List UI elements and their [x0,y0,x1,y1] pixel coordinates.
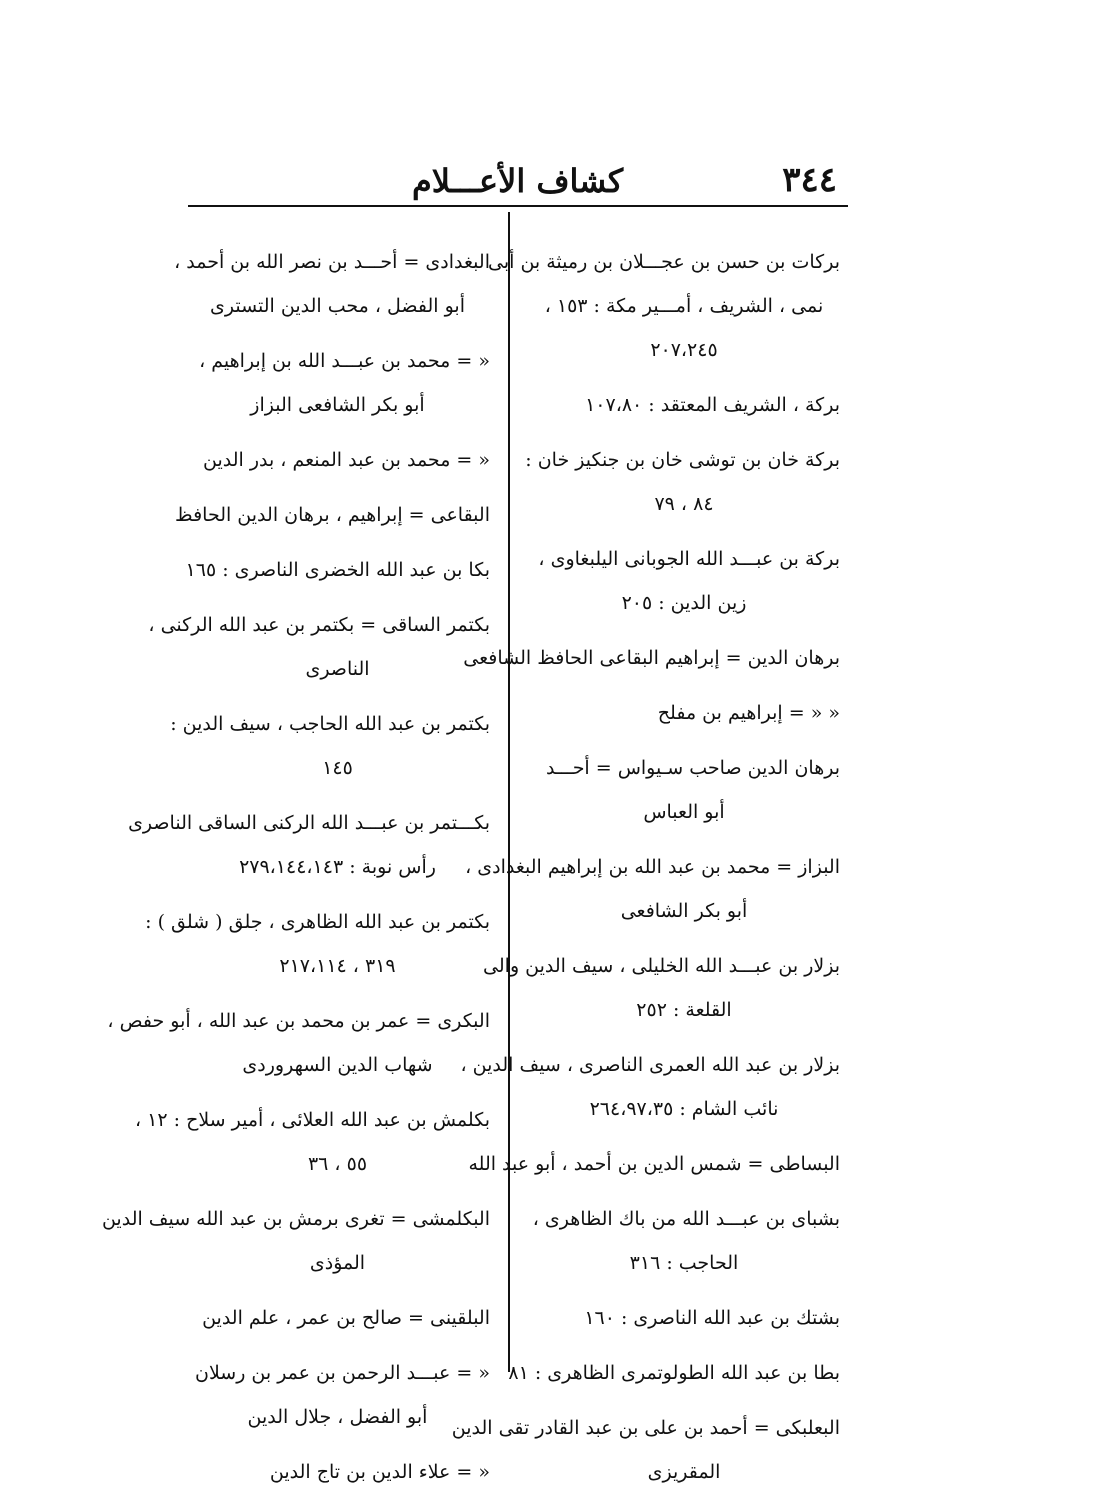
index-entry [185,1296,490,1340]
entry-continuation-line: نمى ، الشريف ، أمـــير مكة : ١٥٣ ، [544,295,824,317]
entry-heading-line: بزلار بن عبد الله العمرى الناصرى ، سيف الدين ، [460,1054,840,1076]
index-entry [148,603,490,691]
entry-heading-line: بكا بن عبد الله الخضرى الناصرى : ١٦٥ [185,559,490,581]
entry-heading-line: « = محمد بن عبـــد الله بن إبراهيم ، [199,350,490,372]
entry-heading-line: بركة ، الشريف المعتقد : ١٠٧،٨٠ [585,394,840,416]
page-title: كشاف الأعـــلام [411,162,624,200]
entry-continuation-line: شهاب الدين السهروردى [242,1054,433,1076]
index-entry [460,1043,840,1131]
index-entry [463,636,840,680]
index-entry [185,1450,490,1494]
running-head [190,160,845,208]
entry-continuation-line: نائب الشام : ٢٦٤،٩٧،٣٥ [589,1098,779,1120]
entry-continuation-line: المقريزى [647,1461,721,1483]
entry-heading-line: البقاعى = إبراهيم ، برهان الدين الحافظ [175,504,490,526]
index-entry [483,944,840,1032]
index-entry [170,702,490,790]
entry-heading-line: « = عبـــد الرحمن بن عمر بن رسلان [194,1362,490,1384]
index-entry [185,438,490,482]
entry-heading-line: البعلبكى = أحمد بن على بن عبد القادر تقى الدين [451,1417,840,1439]
index-entry [468,1142,840,1186]
entry-heading-line: البساطى = شمس الدين بن أحمد ، أبو عبد الله [468,1153,840,1175]
index-entry [185,1351,490,1439]
entry-heading-line: بكتمر بن عبد الله الظاهرى ، جلق ( شلق ) : [145,911,490,933]
entry-continuation-line: ٣١٩ ، ٢١٧،١١٤ [279,955,396,977]
right-column [451,240,840,1505]
entry-heading-line: بكتمر الساقى = بكتمر بن عبد الله الركنى ، [148,614,490,636]
index-entry [488,240,840,372]
index-entry [145,900,490,988]
index-entry [175,493,490,537]
left-column [101,240,490,1505]
entry-heading-line: البكرى = عمر بن محمد بن عبد الله ، أبو حفص ، [107,1010,490,1032]
index-entry [465,845,840,933]
entry-continuation-line: ٨٤ ، ٧٩ [654,493,714,515]
entry-continuation-line: الناصرى [305,658,370,680]
index-entry [185,548,490,592]
entry-continuation-line: أبو بكر الشافعى [620,900,748,922]
entry-continuation-line: أبو الفضل ، محب الدين التسترى [210,295,465,317]
entry-continuation-line: ٥٥ ، ٣٦ [307,1153,368,1175]
index-entry [528,691,840,735]
entry-heading-line: « = علاء الدين بن تاج الدين [269,1461,490,1483]
entry-heading-line: بركة خان بن توشى خان بن جنكيز خان : [525,449,840,471]
entry-continuation-line: الحاجب : ٣١٦ [629,1252,739,1274]
index-entry [525,438,840,526]
entry-continuation-line: ٢٠٧،٢٤٥ [650,339,718,361]
entry-continuation-line: القلعة : ٢٥٢ [636,999,732,1021]
entry-heading-line: البكلمشى = تغرى برمش بن عبد الله سيف الدين [101,1208,490,1230]
entry-heading-line: بشباى بن عبـــد الله من باك الظاهرى ، [532,1208,840,1230]
entry-continuation-line: أبو بكر الشافعى البزاز [250,394,425,416]
index-entry [128,801,490,889]
entry-heading-line: بكلمش بن عبد الله العلائى ، أمير سلاح : ١٢ ، [135,1109,490,1131]
index-entry [508,1351,840,1395]
index-entry [174,240,490,328]
entry-heading-line: بطا بن عبد الله الطولوتمرى الظاهرى : ٨١ [508,1362,840,1384]
index-entry [528,383,840,427]
entry-continuation-line: زين الدين : ٢٠٥ [621,592,747,614]
header-rule [188,205,848,207]
entry-continuation-line: أبو الفضل ، جلال الدين [247,1406,428,1428]
entry-continuation-line: المؤذى [309,1252,366,1274]
entry-heading-line: بكتمر بن عبد الله الحاجب ، سيف الدين : [170,713,490,735]
entry-heading-line: « = محمد بن عبد المنعم ، بدر الدين [202,449,490,471]
entry-heading-line: برهان الدين صاحب سـيواس = أحـــد [546,757,840,779]
entry-heading-line: بركات بن حسن بن عجـــلان بن رميثة بن أبى [488,251,840,273]
index-entry [451,1406,840,1494]
entry-heading-line: البزاز = محمد بن عبد الله بن إبراهيم البغدادى ، [465,856,840,878]
page-number: ٣٤٤ [782,160,837,200]
index-entry [135,1098,490,1186]
index-entry [528,1296,840,1340]
entry-heading-line: البغدادى = أحـــد بن نصر الله بن أحمد ، [174,251,490,273]
index-entry [101,1197,490,1285]
column-divider [508,212,510,1372]
index-entry [185,339,490,427]
index-entry [107,999,490,1087]
entry-heading-line: بشتك بن عبد الله الناصرى : ١٦٠ [584,1307,840,1329]
entry-heading-line: بزلار بن عبـــد الله الخليلى ، سيف الدين والى [483,955,840,977]
entry-heading-line: بكـــتمر بن عبـــد الله الركنى الساقى الناصرى [128,812,490,834]
index-entry [528,1197,840,1285]
index-entry [528,746,840,834]
entry-heading-line: « « = إبراهيم بن مفلح [657,702,840,724]
entry-heading-line: برهان الدين = إبراهيم البقاعى الحافظ الشافعى [463,647,840,669]
entry-continuation-line: ١٤٥ [322,757,353,779]
entry-continuation-line: أبو العباس [643,801,725,823]
entry-heading-line: بركة بن عبـــد الله الجوبانى اليلبغاوى ، [538,548,840,570]
index-entry [528,537,840,625]
entry-continuation-line: رأس نوبة : ٢٧٩،١٤٤،١٤٣ [239,856,436,878]
entry-heading-line: البلقينى = صالح بن عمر ، علم الدين [202,1307,490,1329]
